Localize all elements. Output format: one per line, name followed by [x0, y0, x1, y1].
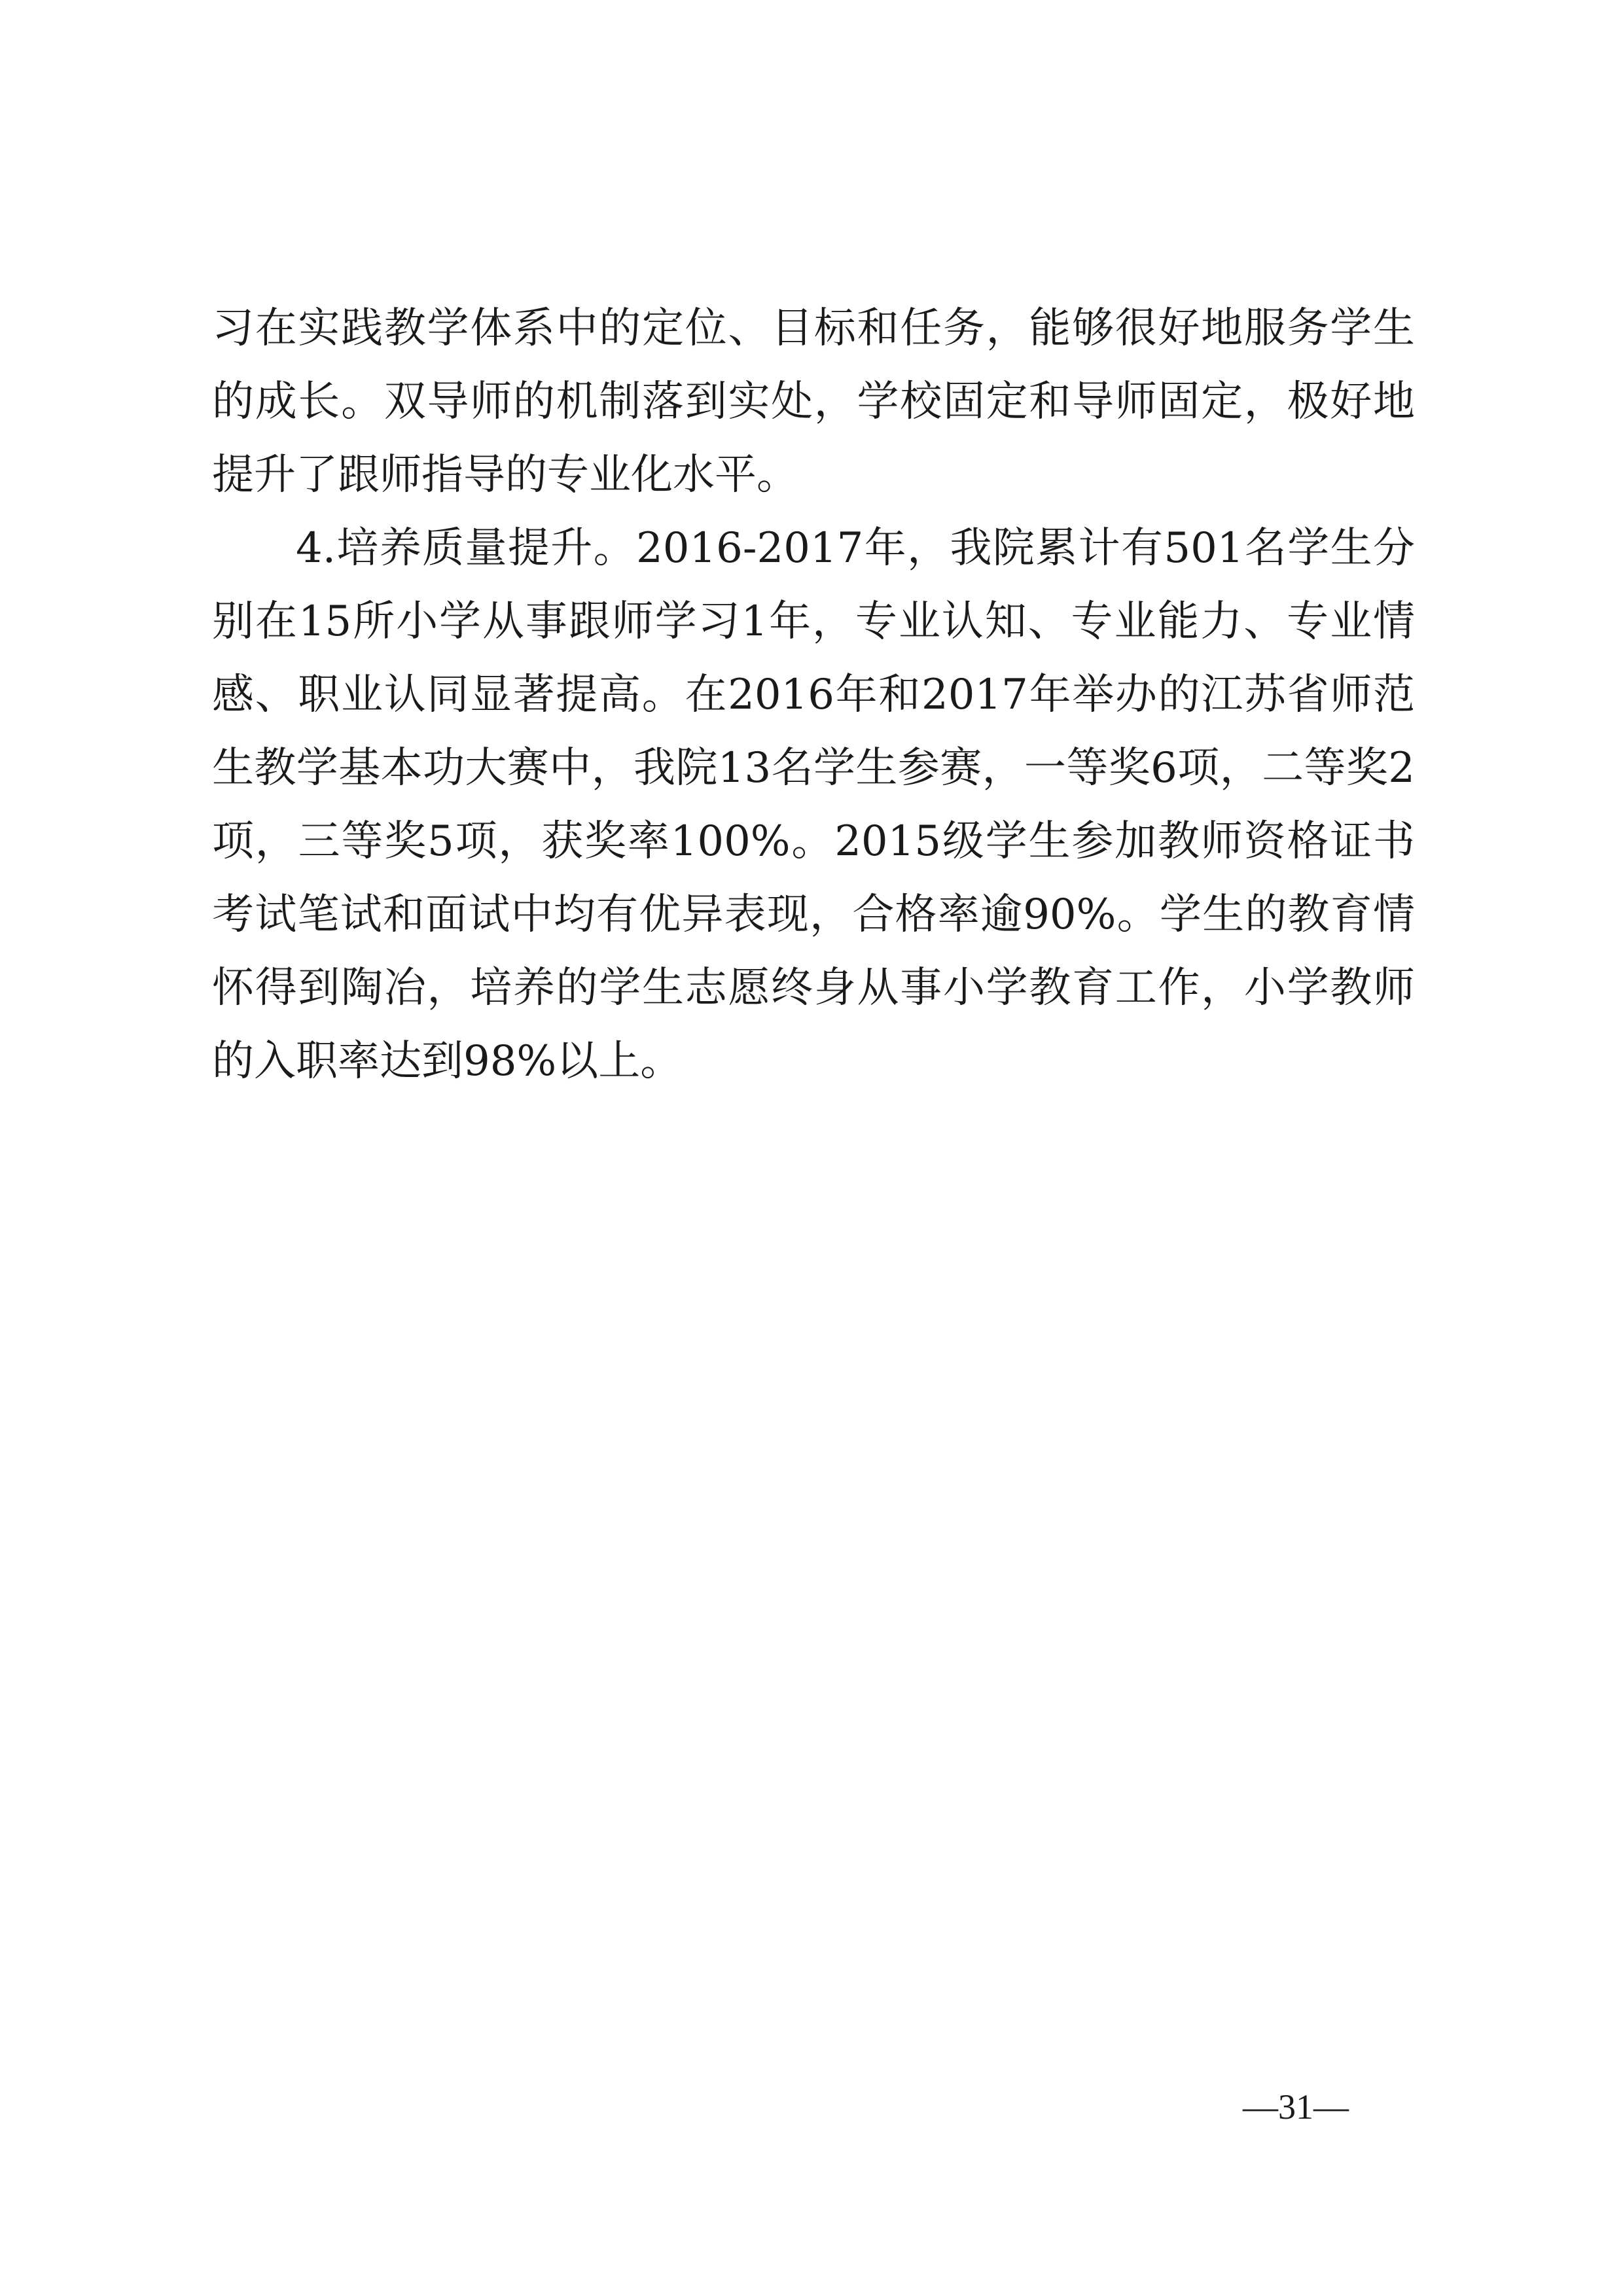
- body-text: [212, 292, 1415, 1098]
- paragraph-training-quality: 4.培养质量提升。2016-2017年，我院累计有501名学生分别在15所小学从事跟师学习1年，专业认知、专业能力、专业情感、职业认同显著提高。在2016年和2017年举办的江苏省师范生教学基本功大赛中，我院13名学生参赛，一等奖6项，二等奖2项，三等奖5项，获奖率100%。2015级学生参加教师资格证书考试笔试和面试中均有优异表现，合格率逾90%。学生的教育情怀得到陶冶，培养的学生志愿终身从事小学教育工作，小学教师的入职率达到98%以上。: [212, 524, 1415, 1086]
- paragraph-continuation: 习在实践教学体系中的定位、目标和任务，能够很好地服务学生的成长。双导师的机制落到实处，学校固定和导师固定，极好地提升了跟师指导的专业化水平。: [212, 304, 1415, 499]
- page-number: —31—: [1243, 2087, 1349, 2127]
